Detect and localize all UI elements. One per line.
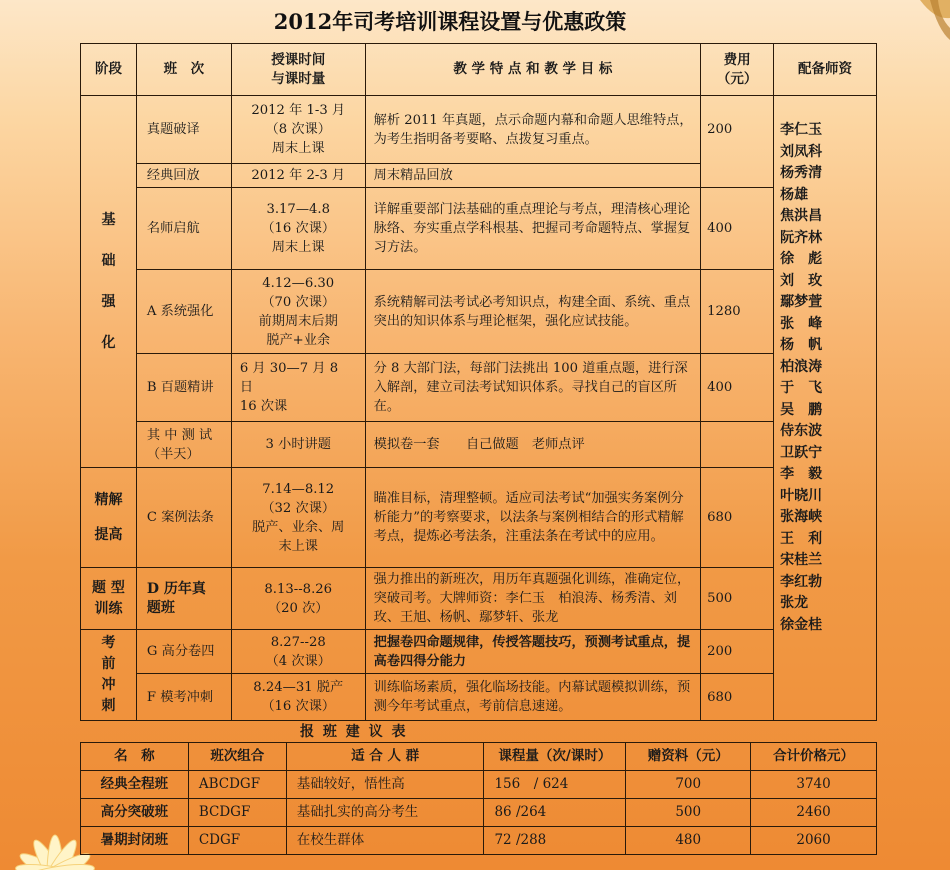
rec-header-total: 合计价格元）: [751, 743, 877, 771]
rec-combo: ABCDGF: [188, 771, 286, 799]
class-fee: 500: [701, 568, 774, 630]
header-features: 教 学 特 点 和 教 学 目 标: [365, 44, 701, 96]
class-name: 名师启航: [136, 188, 231, 270]
rec-header-gift: 赠资料（元）: [626, 743, 751, 771]
class-time: 8.27--28 （4 次课）: [231, 630, 365, 674]
class-name: 经典回放: [136, 164, 231, 188]
header-class: 班 次: [136, 44, 231, 96]
class-time: 4.12—6.30 （70 次课） 前期周末后期 脱产+业余: [231, 270, 365, 354]
table-row: [81, 630, 877, 674]
class-features: 详解重要部门法基础的重点理论与考点，理清核心理论脉络、夯实重点学科根基、把握司考命题特点、掌握复习方法。: [365, 188, 701, 270]
class-time: 7.14—8.12 （32 次课） 脱产、业余、周 末上课: [231, 468, 365, 568]
rec-header-combo: 班次组合: [188, 743, 286, 771]
class-time: 8.24—31 脱产 （16 次课）: [231, 674, 365, 721]
stage-refine: 精解 提高: [81, 468, 137, 568]
rec-combo: BCDGF: [188, 799, 286, 827]
header-stage: 阶段: [81, 44, 137, 96]
table-row: [81, 188, 877, 270]
rec-audience: 基础扎实的高分考生: [286, 799, 484, 827]
rec-total: 2060: [751, 827, 877, 855]
rec-header-name: 名 称: [81, 743, 189, 771]
class-features: 解析 2011 年真题，点示命题内幕和命题人思维特点，为考生指明备考要略、点拨复习重点。: [365, 96, 701, 164]
class-features: 训练临场素质，强化临场技能。内幕试题模拟训练，预测今年考试重点，考前信息速递。: [365, 674, 701, 721]
class-name: B 百题精讲: [136, 354, 231, 422]
stage-drill: 题 型 训练: [81, 568, 137, 630]
rec-name: 经典全程班: [81, 771, 189, 799]
table-row: [81, 468, 877, 568]
class-name: 其 中 测 试 （半天）: [136, 422, 231, 468]
class-time: 2012 年 1-3 月 （8 次课） 周末上课: [231, 96, 365, 164]
class-fee: 1280: [701, 270, 774, 354]
rec-gift: 500: [626, 799, 751, 827]
rec-header-audience: 适 合 人 群: [286, 743, 484, 771]
class-fee: 400: [701, 188, 774, 270]
class-time: 3 小时讲题: [231, 422, 365, 468]
class-name: G 高分卷四: [136, 630, 231, 674]
class-name: F 模考冲刺: [136, 674, 231, 721]
class-features: 把握卷四命题规律，传授答题技巧，预测考试重点，提高卷四得分能力: [365, 630, 701, 674]
class-fee: 200: [701, 96, 774, 188]
table-row: [81, 674, 877, 721]
recommendation-title: 报 班 建 议 表: [300, 724, 408, 740]
class-fee: 680: [701, 468, 774, 568]
class-time: 6 月 30—7 月 8 日 16 次课: [231, 354, 365, 422]
page-title: 2012年司考培训课程设置与优惠政策: [273, 9, 627, 34]
rec-header-row: [81, 743, 877, 771]
rec-header-hours: 课程量（次/课时）: [484, 743, 626, 771]
rec-name: 暑期封闭班: [81, 827, 189, 855]
stage-exam: 考 前 冲 刺: [81, 630, 137, 721]
table-row: [81, 568, 877, 630]
class-fee: 200: [701, 630, 774, 674]
rec-row: [81, 827, 877, 855]
rec-hours: 156 / 624: [484, 771, 626, 799]
stage-basic: 基 础 强 化: [81, 96, 137, 468]
class-time: 2012 年 2-3 月: [231, 164, 365, 188]
class-features: 分 8 大部门法，每部门法挑出 100 道重点题，进行深入解剖，建立司法考试知识体系。寻找自己的盲区所在。: [365, 354, 701, 422]
rec-row: [81, 771, 877, 799]
header-time: 授课时间 与课时量: [231, 44, 365, 96]
class-name: D 历年真 题班: [136, 568, 231, 630]
header-teachers: 配备师资: [774, 44, 877, 96]
rec-audience: 基础较好，悟性高: [286, 771, 484, 799]
table-header-row: [81, 44, 877, 96]
class-features: 模拟卷一套 自己做题 老师点评: [365, 422, 701, 468]
table-row: [81, 354, 877, 422]
class-fee: 400: [701, 354, 774, 422]
teacher-list: 李仁玉 刘凤科 杨秀清 杨雄 焦洪昌 阮齐林 徐 彪 刘 玫 鄢梦萱 张 峰 杨 帆 柏浪涛 于 飞 吴 鹏 侍东波 卫跃宁 李 毅 叶晓川 张海峡 王 利 宋桂兰 李红勃 张龙 徐金桂: [774, 96, 877, 721]
class-features: 瞄准目标，清理整顿。适应司法考试“加强实务案例分析能力”的考察要求，以法条与案例相结合的形式精解考点，提炼必考法条，注重法条在考试中的应用。: [365, 468, 701, 568]
rec-total: 2460: [751, 799, 877, 827]
rec-name: 高分突破班: [81, 799, 189, 827]
table-row: [81, 422, 877, 468]
table-row: [81, 96, 877, 164]
table-row: [81, 270, 877, 354]
rec-hours: 86 /264: [484, 799, 626, 827]
rec-audience: 在校生群体: [286, 827, 484, 855]
rec-hours: 72 /288: [484, 827, 626, 855]
class-time: 8.13--8.26 （20 次）: [231, 568, 365, 630]
rec-gift: 700: [626, 771, 751, 799]
rec-total: 3740: [751, 771, 877, 799]
class-name: A 系统强化: [136, 270, 231, 354]
class-time: 3.17—4.8 （16 次课） 周末上课: [231, 188, 365, 270]
course-table: [80, 43, 877, 721]
header-fee: 费用 （元）: [701, 44, 774, 96]
rec-combo: CDGF: [188, 827, 286, 855]
class-features: 周末精品回放: [365, 164, 701, 188]
class-features: 系统精解司法考试必考知识点，构建全面、系统、重点突出的知识体系与理论框架，强化应试技能。: [365, 270, 701, 354]
recommendation-table: [80, 742, 877, 855]
rec-gift: 480: [626, 827, 751, 855]
class-fee: 680: [701, 674, 774, 721]
class-name: 真题破译: [136, 96, 231, 164]
rec-row: [81, 799, 877, 827]
class-name: C 案例法条: [136, 468, 231, 568]
class-features: 强力推出的新班次，用历年真题强化训练，准确定位，突破司考。大牌师资：李仁玉 柏浪涛、杨秀清、刘玫、王旭、杨帆、鄢梦轩、张龙: [365, 568, 701, 630]
class-fee-empty: [701, 422, 774, 468]
